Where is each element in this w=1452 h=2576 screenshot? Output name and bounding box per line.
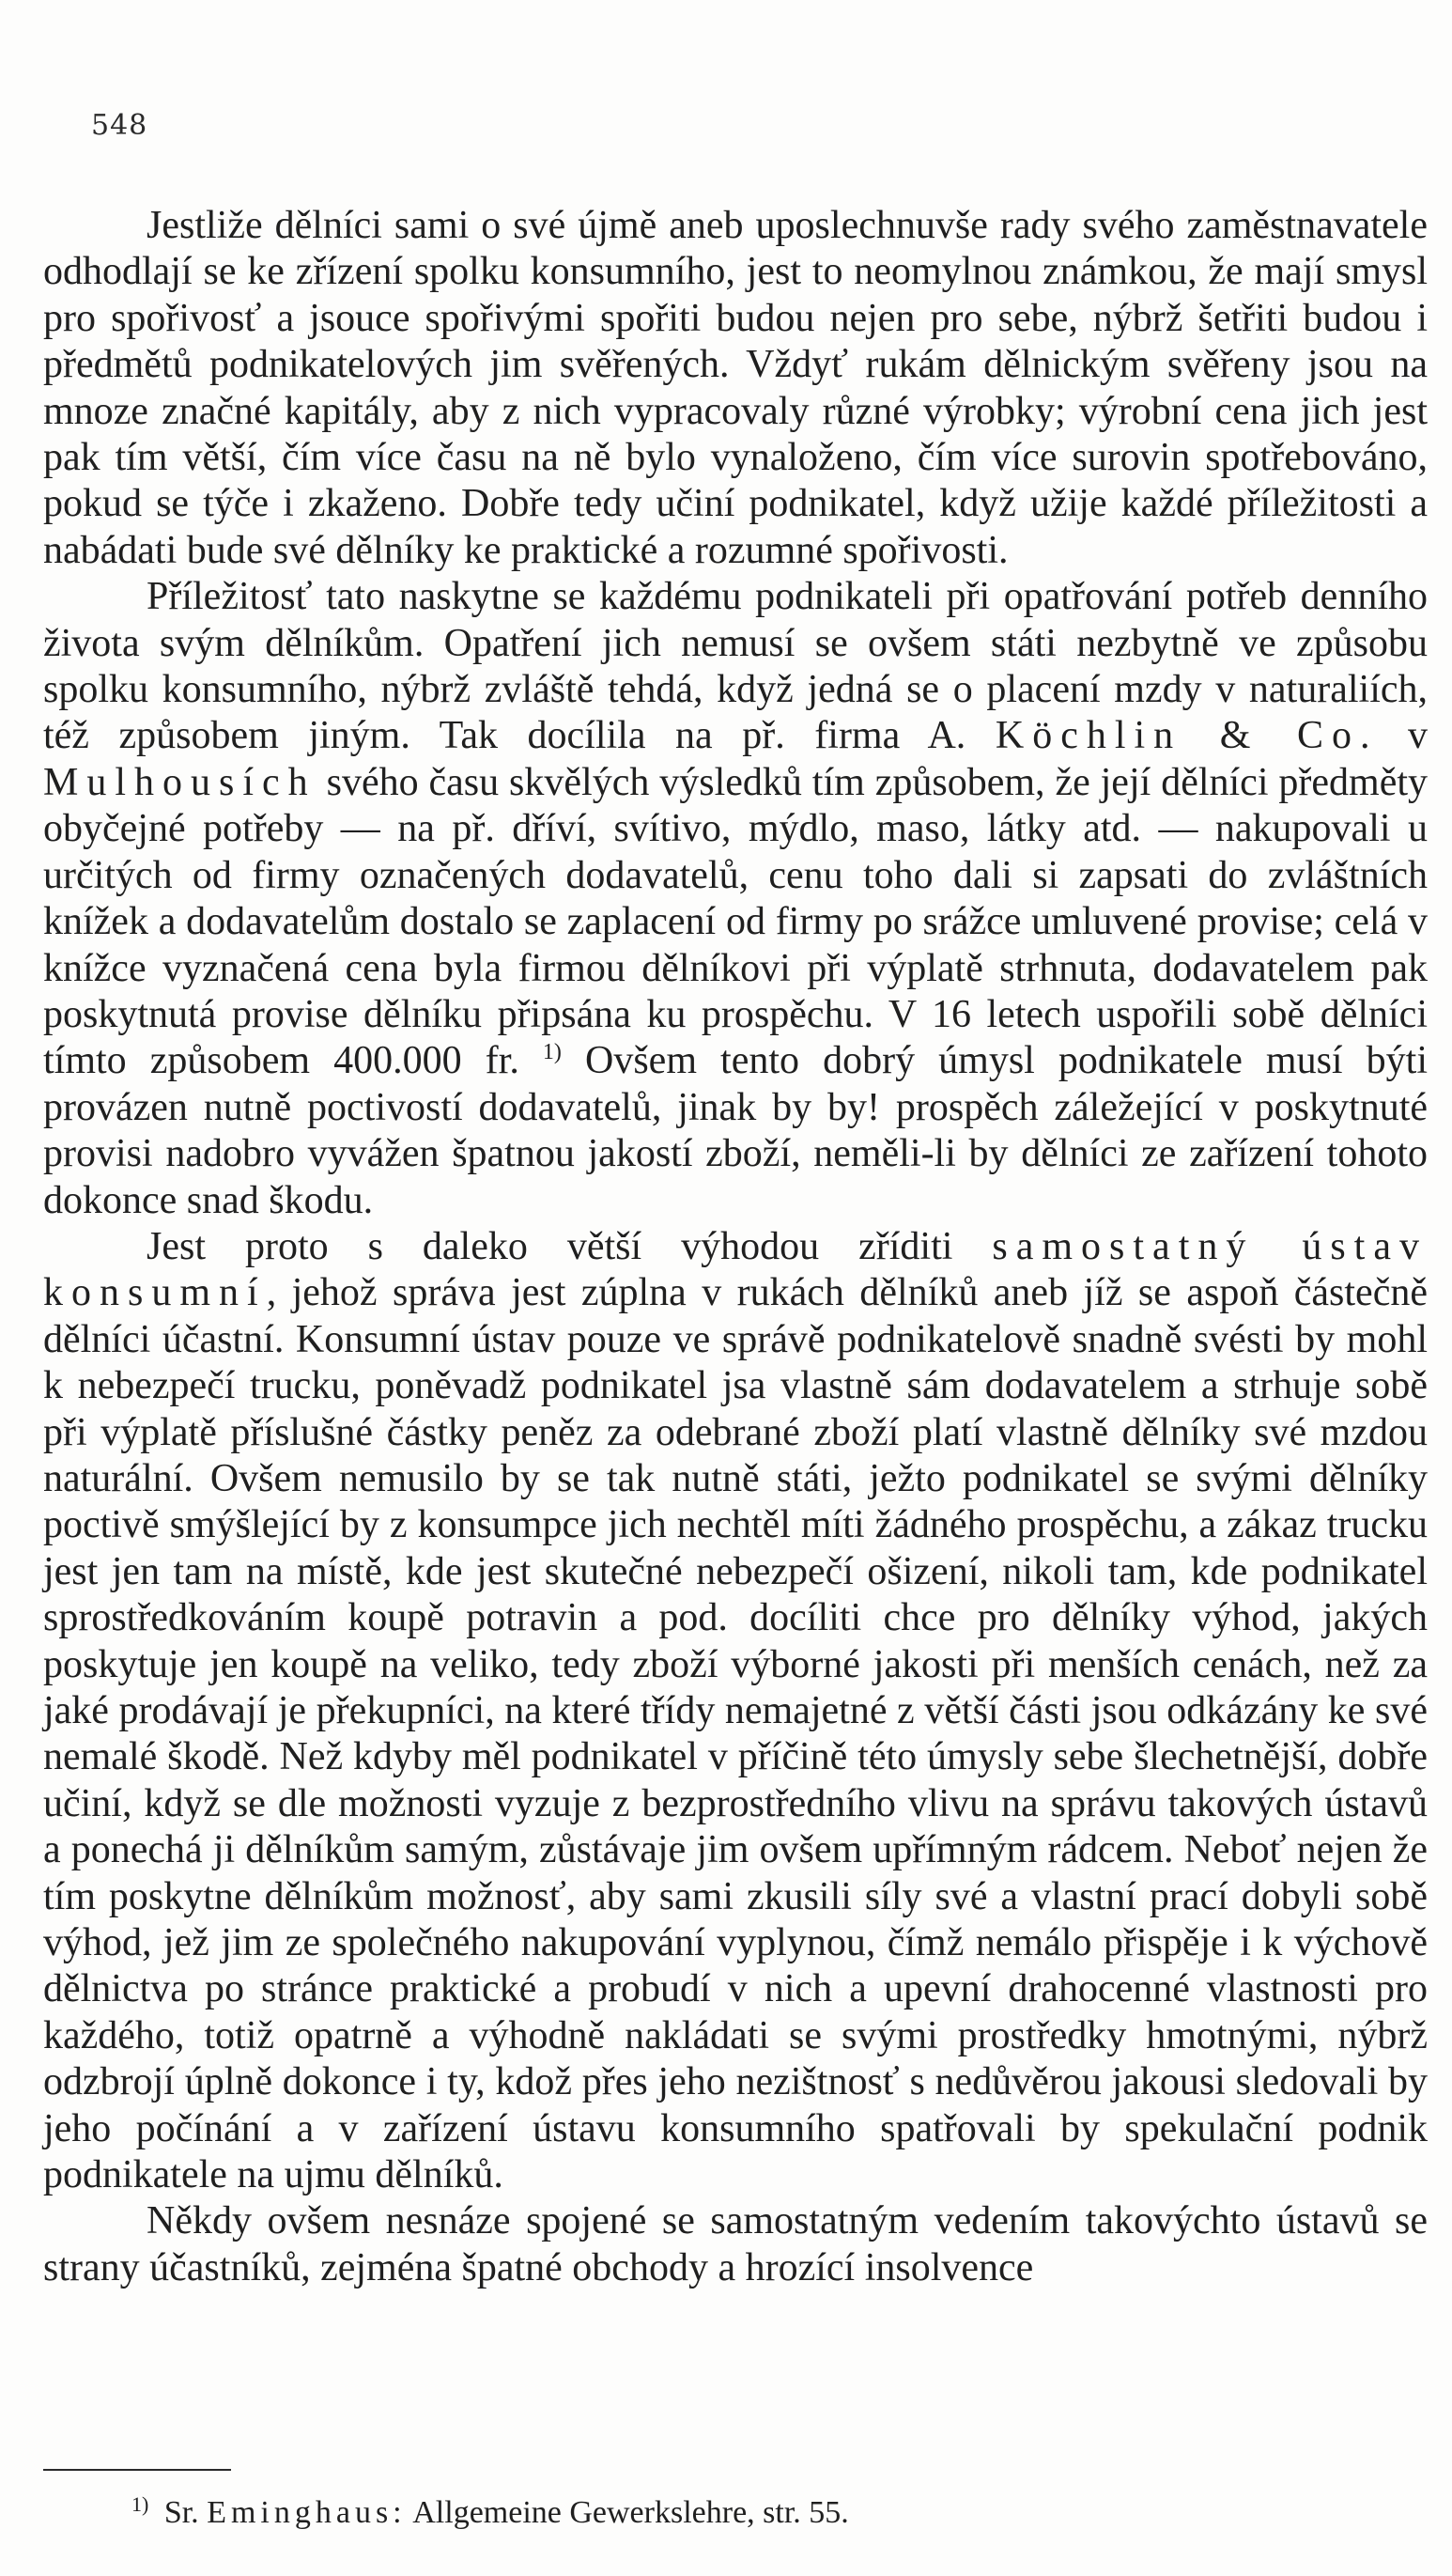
footnote (131, 2491, 1352, 2532)
paragraph-1-text: Jestliže dělníci sami o své újmě aneb uposlechnuvše rady svého zaměstnavatele odhodlají se ke zřízení spolku konsumního, jest to neomylnou známkou, že mají smysl pro spořivosť a jsouce spořivými spořiti budou nejen pro sebe, nýbrž šetřiti budou i předmětů podnikatelových jim svěřených. Vždyť rukám dělnickým svěřeny jsou na mnoze značné kapitály, aby z nich vypracovaly různé výrobky; výrobní cena jich jest pak tím větší, čím více času na ně bylo vynaloženo, čím více surovin spotřebováno, pokud se týče i zkaženo. Dobře tedy učiní podnikatel, když užije každé příležitosti a nabádati bude své dělníky ke praktické a rozumné spořivosti. (43, 204, 1428, 572)
paragraph-4 (43, 2198, 1428, 2291)
firm-name: Köchlin & Co. (995, 714, 1379, 758)
footnote-reference: 1) (542, 1040, 562, 1065)
footnote-divider (43, 2469, 231, 2471)
paragraph-4-text: Někdy ovšem nesnáze spojené se samostatným vedením takovýchto ústavů se strany účastníků, zejména špatné obchody a hrozící insolvence (43, 2199, 1428, 2289)
paragraph-2-after: svého času skvělých výsledků tím způsobem, že její dělníci předměty obyčejné potřeby — na př. dříví, svítivo, mýdlo, maso, látky atd. — nakupovali u určitých od firmy označených dodavatelů, cenu toho dali si zapsati do zvláštních knížek a dodavatelům dostalo se zaplacení od firmy po srážce umluvené provise; celá v knížce vyznačená cena byla firmou dělníkovi při výplatě strhnuta, dodavatelem pak poskytnutá provise dělníku připsána ku prospěchu. V 16 letech uspořili sobě dělníci tímto způsobem 400.000 fr. (43, 760, 1429, 1083)
paragraph-2 (43, 574, 1428, 1224)
footnote-author: Eminghaus: (207, 2495, 407, 2530)
paragraph-3-after: , jehož správa jest zúplna v rukách dělníků aneb jíž se aspoň částečně dělníci účastní. Konsumní ústav pouze ve správě podnikatelově snadně svésti by mohl k nebezpečí trucku, poněvadž podnikatel jsa vlastně sám dodavatelem a strhuje sobě při výplatě příslušné částky peněz za odebrané zboží platí vlastně dělníky své mzdou naturální. Ovšem nemusilo by se tak nutně státi, ježto podnikatel se svými dělníky poctivě smýšlející by z konsumpce jich nechtěl míti žádného prospěchu, a zákaz trucku jest jen tam na místě, kde jest skutečné nebezpečí ošizení, nikoli tam, kde podnikatel sprostředkováním koupě potravin a pod. docíliti chce pro dělníky výhod, jakých poskytuje jen koupě na veliko, tedy zboží výborné jakosti při menších cenách, než za jaké prodávají je překupníci, na které třídy nemajetné z větší části jsou odkázány ke své nemalé škodě. Než kdyby měl podnikatel v příčině této úmysly sebe šlechetnější, dobře učiní, když se dle možnosti vyzuje z bezprostředního vlivu na správu takových ústavů a ponechá ji dělníkům samým, zůstávaje jim ovšem upřímným rádcem. Neboť nejen že tím poskytne dělníkům možnosť, aby sami zkusili síly své a vlastní prací dobyli sobě výhod, jež jim ze společného nakupování vyplynou, čímž nemálo přispěje i k výchově dělnictva po stránce praktické a probudí v nich a upevní drahocenné vlastnosti pro každého, totiž opatrně a výhodně nakládati se svými prostředky hmotnými, nýbrž odzbrojí úplně dokonce i ty, kdož přes jeho nezištnosť s nedůvěrou jakousi sledovali by jeho počínání a v zařízení ústavu konsumního spatřovali by spekulační podnik podnikatele na ujmu dělníků. (43, 1271, 1428, 2197)
footnote-prefix: Sr. (163, 2495, 199, 2530)
city-name: Mulhousích (43, 760, 317, 804)
footnote-mark: 1) (131, 2491, 149, 2516)
paragraph-3-before: Jest proto s daleko větší výhodou zříditi (147, 1224, 953, 1268)
paragraph-3 (43, 1224, 1428, 2199)
paragraph-2-tail: Ovšem tento dobrý úmysl podnikatele musí býti provázen nutně poctivostí dodavatelů, jinak by by! prospěch záležející v poskytnuté provisi nadobro vyvážen špatnou jakostí zboží, neměli-li by dělníci ze zařízení tohoto dokonce snad škodu. (43, 1039, 1429, 1222)
paragraph-1 (43, 203, 1428, 574)
body-text (43, 203, 1428, 2291)
paragraph-2-v: v (1408, 714, 1429, 758)
paragraph-2-before: Příležitosť tato naskytne se každému podnikateli při opatřování potřeb denního života svým dělníkům. Opatření jich nemusí se ovšem státi nezbytně ve způsobu spolku konsumního, nýbrž zvláště tehdá, když jedná se o placení mzdy v naturaliích, též způsobem jiným. Tak docílila na př. firma A. (43, 575, 1428, 758)
emphasized-phrase: samostatný ústav konsumní (43, 1224, 1428, 1315)
footnote-text: Allgemeine Gewerkslehre, str. 55. (412, 2495, 849, 2530)
page-number: 548 (91, 109, 148, 142)
